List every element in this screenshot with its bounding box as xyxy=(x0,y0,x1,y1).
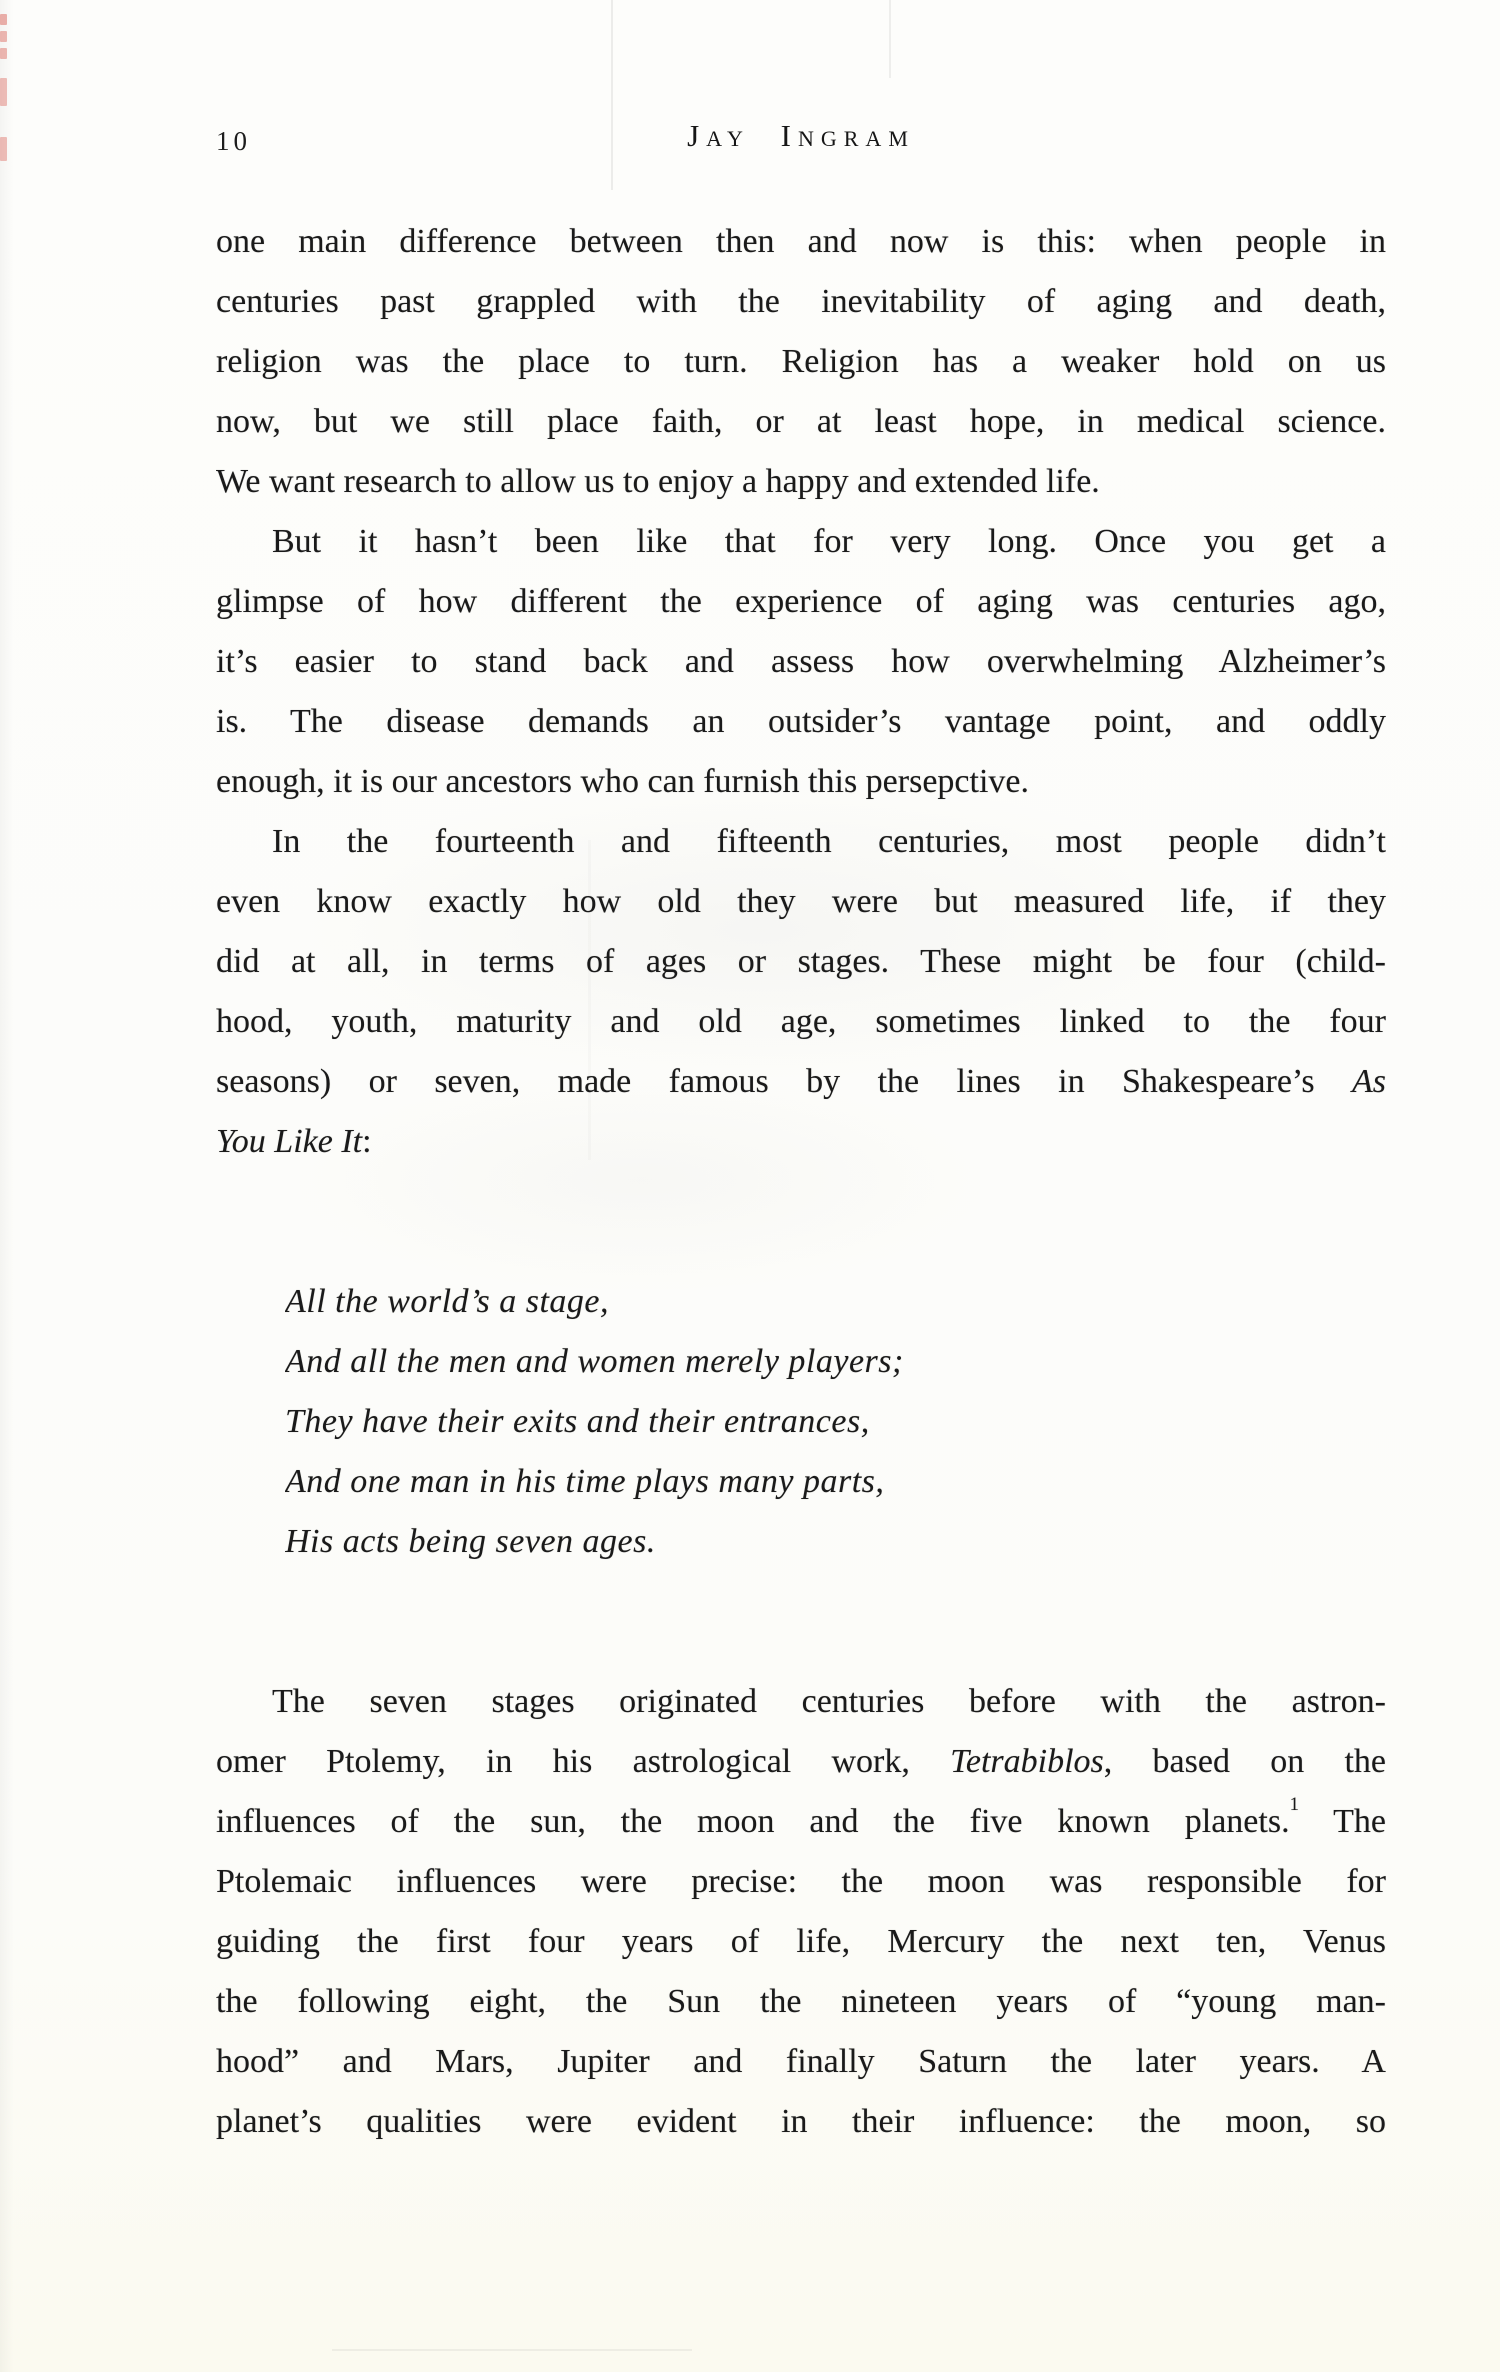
running-title: Jay Ingram xyxy=(687,118,915,153)
verse-line: His acts being seven ages. xyxy=(285,1523,656,1560)
text-line: one main difference between then and now is this: when people in xyxy=(216,223,1386,260)
text-line: the following eight, the Sun the nineteen years of “young man- xyxy=(216,1983,1386,2020)
text-line xyxy=(216,1112,1386,1172)
text-run: : xyxy=(362,1123,372,1160)
text-line: enough, it is our ancestors who can furnish this persepctive. xyxy=(216,763,1029,800)
text-run: seasons) or seven, made famous by the lines in Shakespeare’s xyxy=(216,1063,1352,1100)
text-line: it’s easier to stand back and assess how overwhelming Alzheimer’s xyxy=(216,643,1386,680)
red-edge-mark xyxy=(0,78,7,106)
text-line xyxy=(216,1792,1386,1852)
text-line: now, but we still place faith, or at least hope, in medical science. xyxy=(216,403,1386,440)
red-edge-mark xyxy=(0,14,7,25)
text-line: In the fourteenth and fifteenth centuries, most people didn’t xyxy=(272,823,1386,860)
text-line: glimpse of how different the experience of aging was centuries ago, xyxy=(216,583,1386,620)
text-line: hood” and Mars, Jupiter and finally Saturn the later years. A xyxy=(216,2043,1386,2080)
scanner-edge-shadow xyxy=(0,0,14,2372)
verse-line: And all the men and women merely players; xyxy=(285,1343,904,1380)
scan-crease xyxy=(889,0,891,78)
text-line: The seven stages originated centuries before with the astron- xyxy=(272,1683,1386,1720)
red-edge-mark xyxy=(0,31,7,42)
verse-line: All the world’s a stage, xyxy=(285,1283,609,1320)
text-run: The xyxy=(1298,1803,1386,1840)
text-line xyxy=(216,1732,1386,1792)
text-line: planet’s qualities were evident in their influence: the moon, so xyxy=(216,2103,1386,2140)
verse-line: And one man in his time plays many parts, xyxy=(285,1463,885,1500)
scan-crease xyxy=(611,0,613,190)
text-line: Ptolemaic influences were precise: the moon was responsible for xyxy=(216,1863,1386,1900)
verse-line: They have their exits and their entrances, xyxy=(285,1403,870,1440)
scan-scratch xyxy=(332,2349,692,2351)
verse-quote xyxy=(285,1272,1386,1572)
text-line: We want research to allow us to enjoy a happy and extended life. xyxy=(216,463,1100,500)
book-title-italic: You Like It xyxy=(216,1123,363,1160)
text-line: guiding the first four years of life, Mercury the next ten, Venus xyxy=(216,1923,1386,1960)
book-title-italic: As xyxy=(1352,1063,1386,1100)
text-line: religion was the place to turn. Religion has a weaker hold on us xyxy=(216,343,1386,380)
book-title-italic: Tetrabiblos xyxy=(950,1743,1104,1780)
page-number: 10 xyxy=(216,126,251,156)
text-line xyxy=(216,1052,1386,1112)
text-line: But it hasn’t been like that for very long. Once you get a xyxy=(272,523,1386,560)
text-run: influences of the sun, the moon and the five known planets. xyxy=(216,1803,1290,1840)
text-line: hood, youth, maturity and old age, sometimes linked to the four xyxy=(216,1003,1386,1040)
text-run: omer Ptolemy, in his astrological work, xyxy=(216,1743,951,1780)
page-text xyxy=(216,212,1386,2152)
text-line: did at all, in terms of ages or stages. These might be four (child- xyxy=(216,943,1386,980)
text-line: is. The disease demands an outsider’s vantage point, and oddly xyxy=(216,703,1386,740)
red-edge-mark xyxy=(0,137,7,161)
text-line: even know exactly how old they were but measured life, if they xyxy=(216,883,1386,920)
footnote-marker: 1 xyxy=(1289,1794,1299,1816)
red-edge-mark xyxy=(0,48,7,59)
text-line: centuries past grappled with the inevitability of aging and death, xyxy=(216,283,1386,320)
text-run: , based on the xyxy=(1103,1743,1386,1780)
